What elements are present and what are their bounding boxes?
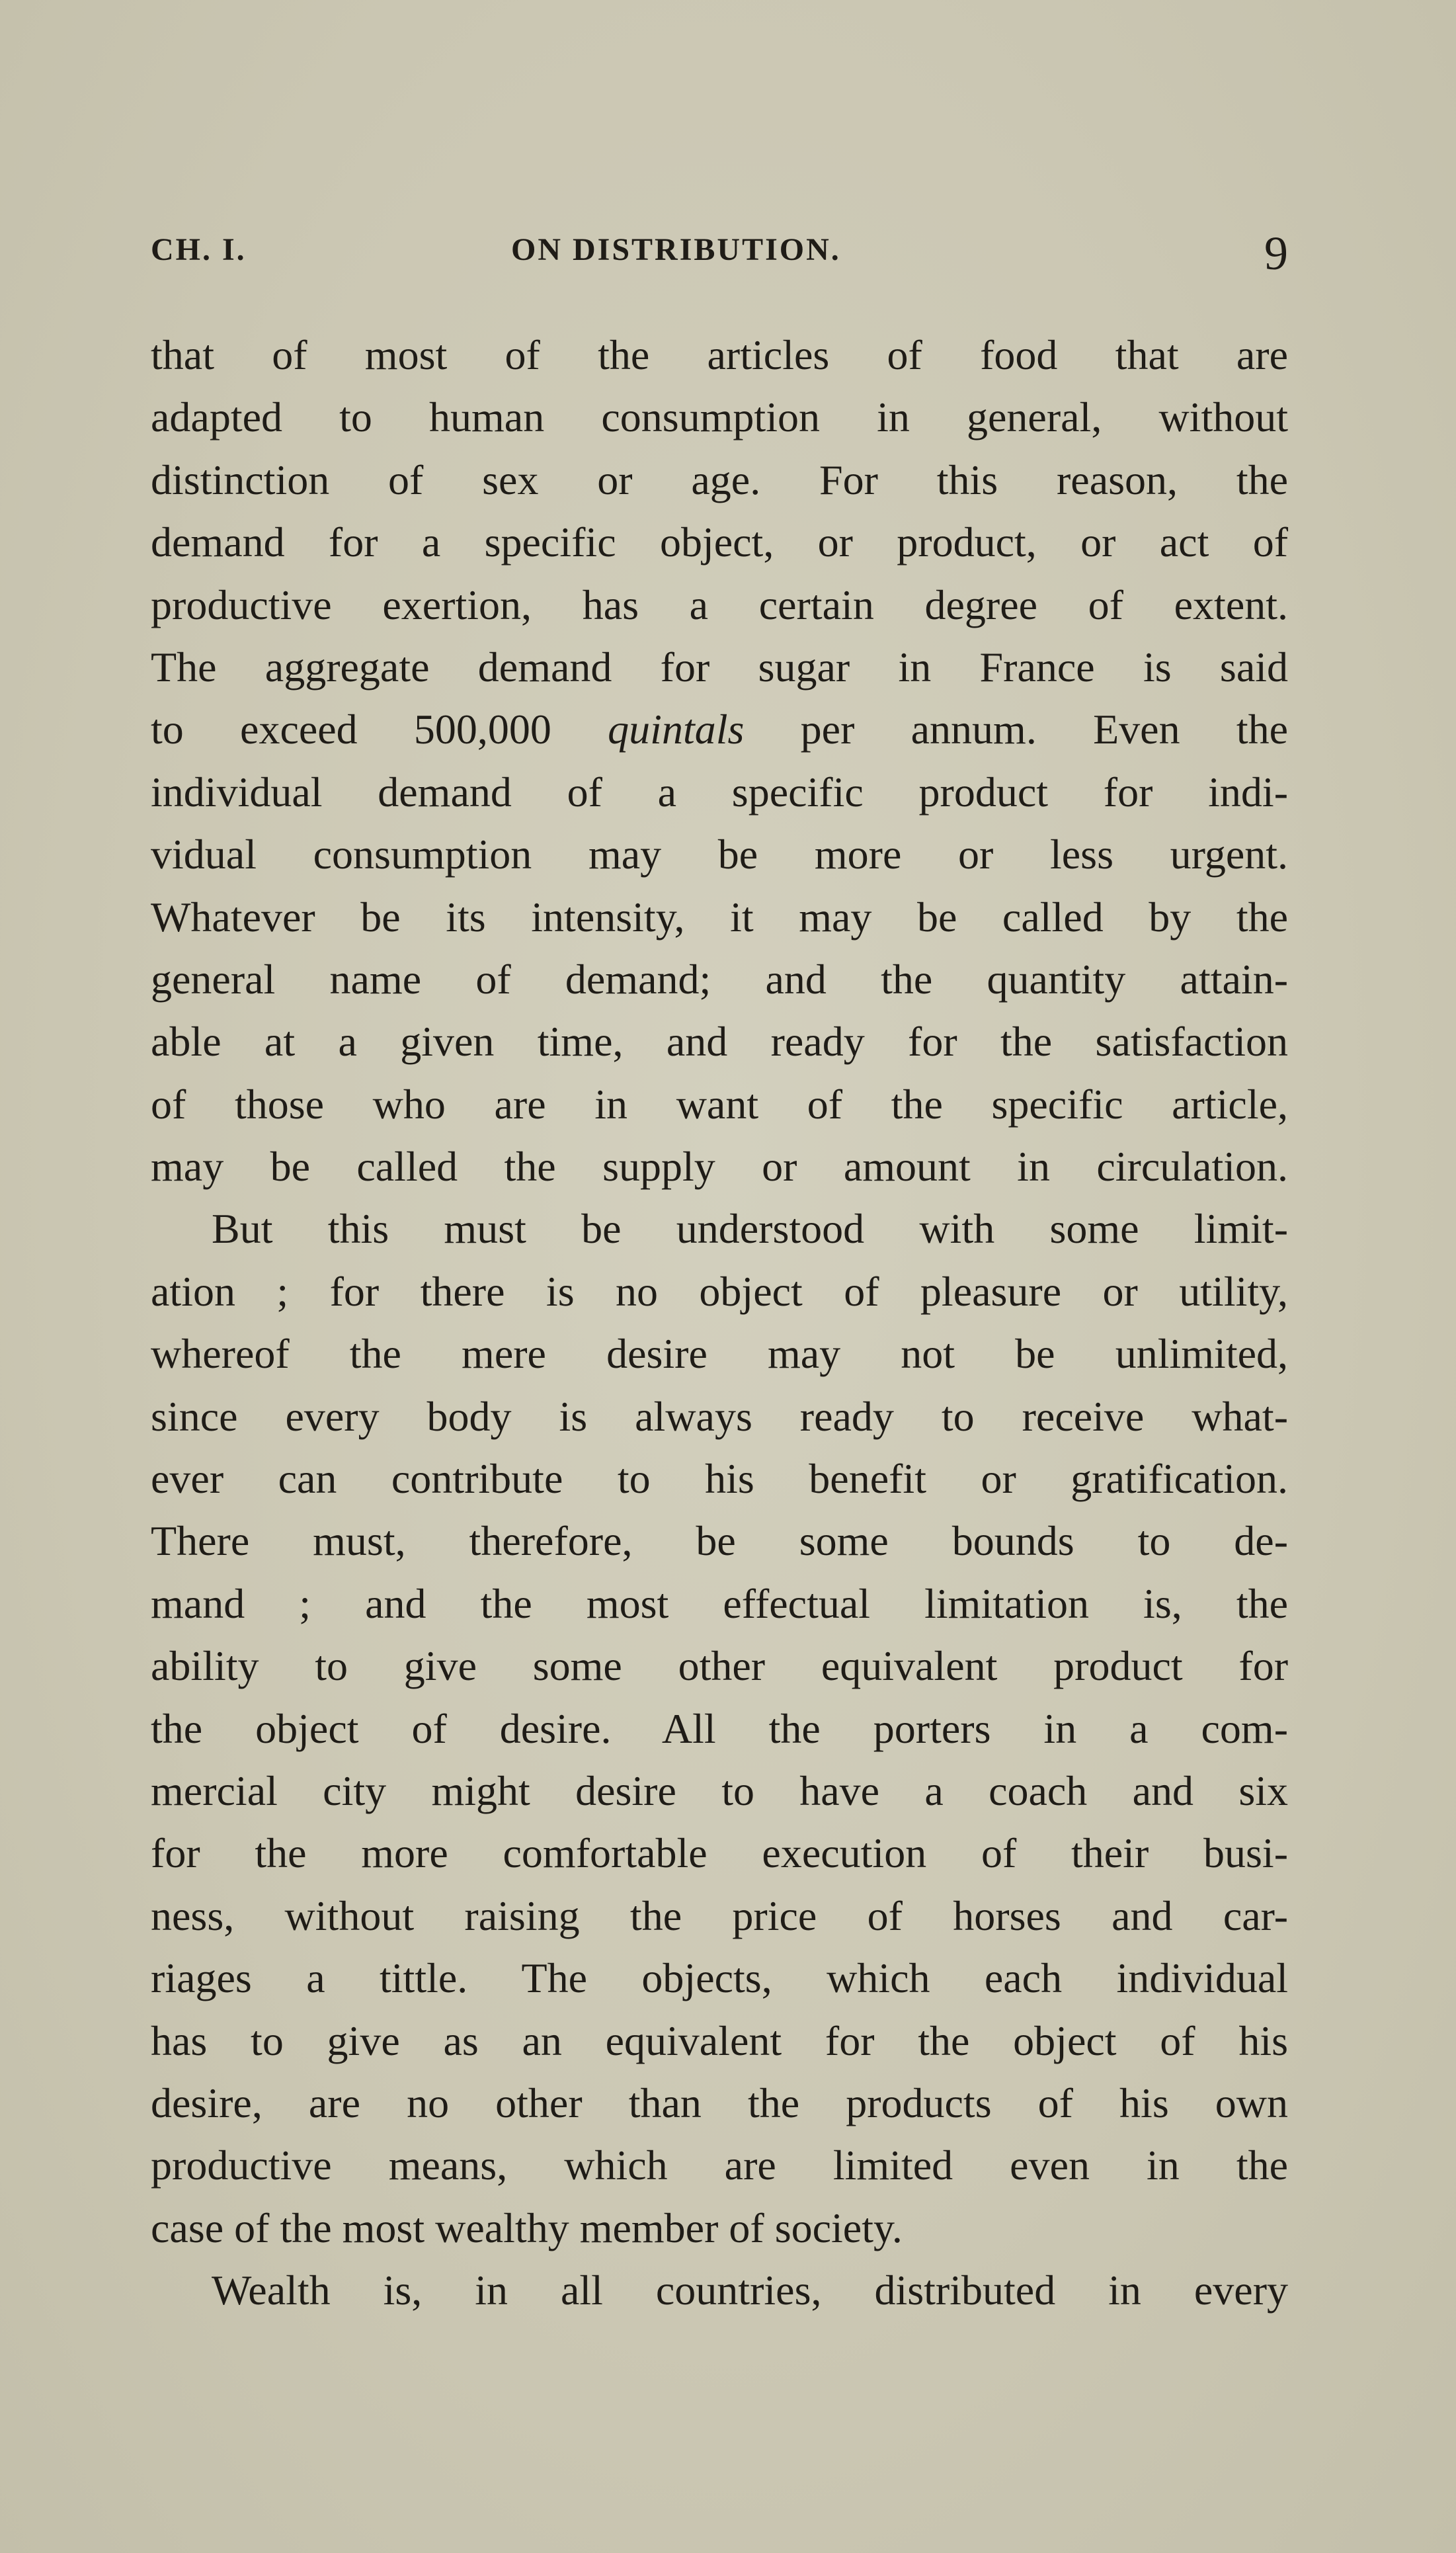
body-text xyxy=(151,324,1288,2322)
text-line: individual demand of a specific product for indi- xyxy=(151,768,1288,816)
italic-term: quintals xyxy=(608,706,745,753)
paragraph-start-line: Wealth is, in all countries, distributed in every xyxy=(212,2267,1288,2314)
text-line: productive means, which are limited even in the xyxy=(151,2142,1288,2189)
text-line: vidual consumption may be more or less urgent. xyxy=(151,831,1288,878)
text-line: of those who are in want of the specific article, xyxy=(151,1080,1288,1128)
paragraph-start-line: But this must be understood with some limit- xyxy=(212,1205,1288,1253)
text-line: ation ; for there is no object of pleasure or utility, xyxy=(151,1267,1288,1315)
text-line: riages a tittle. The objects, which each individual xyxy=(151,1954,1288,2002)
paragraph-end-line: case of the most wealthy member of society. xyxy=(151,2204,903,2251)
text-line: ness, without raising the price of horses and car- xyxy=(151,1892,1288,1939)
text-line: whereof the mere desire may not be unlimited, xyxy=(151,1330,1288,1378)
text-line: that of most of the articles of food that are xyxy=(151,331,1288,378)
running-head xyxy=(151,227,1288,280)
text-line: distinction of sex or age. For this reason, the xyxy=(151,456,1288,503)
text-line: may be called the supply or amount in circulation. xyxy=(151,1143,1288,1191)
chapter-label: CH. I. xyxy=(151,232,247,267)
text-segment: per annum. Even the xyxy=(744,706,1288,753)
text-line-with-italic xyxy=(151,698,1288,761)
section-title: ON DISTRIBUTION. xyxy=(511,232,841,267)
text-line: desire, are no other than the products of his own xyxy=(151,2079,1288,2126)
text-line: demand for a specific object, or product, or act of xyxy=(151,519,1288,566)
text-line: ability to give some other equivalent product for xyxy=(151,1642,1288,1690)
text-segment: to exceed 500,000 xyxy=(151,706,608,753)
text-line: mercial city might desire to have a coach and six xyxy=(151,1767,1288,1814)
text-line: has to give as an equivalent for the object of his xyxy=(151,2017,1288,2064)
text-line: the object of desire. All the porters in a com- xyxy=(151,1704,1288,1752)
text-line: able at a given time, and ready for the satisfaction xyxy=(151,1018,1288,1066)
text-line: productive exertion, has a certain degree of extent. xyxy=(151,581,1288,628)
text-line: since every body is always ready to receive what- xyxy=(151,1392,1288,1440)
text-line: general name of demand; and the quantity attain- xyxy=(151,955,1288,1003)
text-line: mand ; and the most effectual limitation is, the xyxy=(151,1579,1288,1627)
text-line: for the more comfortable execution of their busi- xyxy=(151,1829,1288,1877)
page-number: 9 xyxy=(1264,227,1288,280)
text-line: There must, therefore, be some bounds to de- xyxy=(151,1517,1288,1565)
text-line: ever can contribute to his benefit or gratification. xyxy=(151,1455,1288,1503)
text-line: The aggregate demand for sugar in France is said xyxy=(151,643,1288,691)
text-line: adapted to human consumption in general, without xyxy=(151,394,1288,441)
text-line: Whatever be its intensity, it may be called by the xyxy=(151,893,1288,941)
